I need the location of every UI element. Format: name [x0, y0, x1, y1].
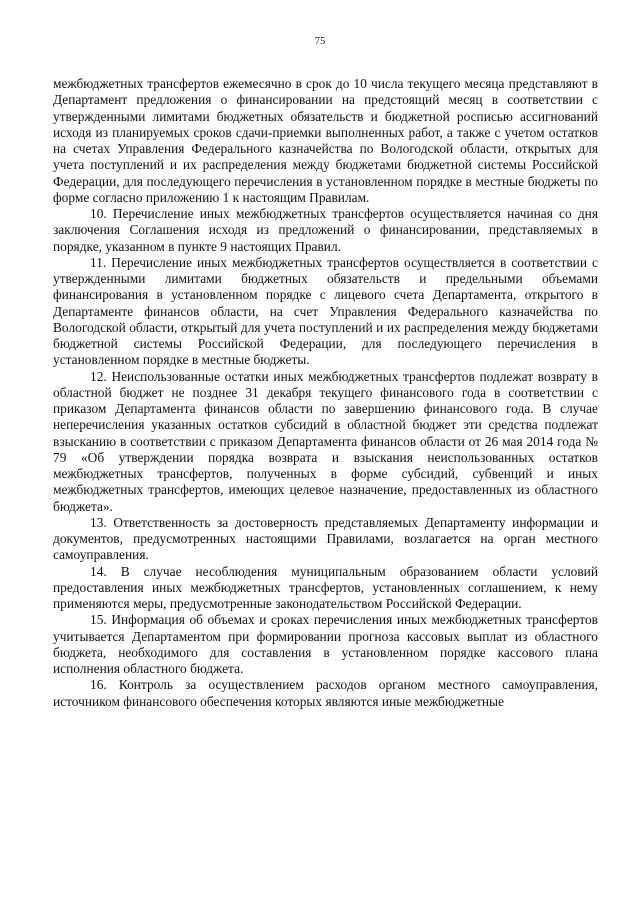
paragraph-item-12: 12. Неиспользованные остатки иных межбюджетных трансфертов подлежат возврату в областной бюджет не позднее 31 декабря текущего финансового года в соответствии с приказом Департамента финансов области по завершению финансового года. В случае неперечисления указанных остатков субсидий в областной бюджет эти средства подлежат взысканию в соответствии с приказом Департамента финансов области от 26 мая 2014 года № 79 «Об утверждении порядка возврата и взыскания неиспользованных остатков межбюджетных трансфертов, полученных в форме субсидий, субвенций и иных межбюджетных трансфертов, имеющих целевое назначение, предоставленных из областного бюджета».	[53, 368, 598, 514]
page-number: 75	[314, 36, 326, 47]
paragraph-continuation: межбюджетных трансфертов ежемесячно в срок до 10 числа текущего месяца представляют в Департамент предложения о финансировании на предстоящий месяц в соответствии с утвержденными лимитами бюджетных обязательств и бюджетной росписью ассигнований исходя из планируемых сроков сдачи-приемки выполненных работ, а также с учетом остатков на счетах Управления Федерального казначейства по Вологодской области, открытых для учета поступлений и их распределения между бюджетами бюджетной системы Российской Федерации, для последующего перечисления в установленном порядке в местные бюджеты по форме согласно приложению 1 к настоящим Правилам.	[53, 76, 598, 205]
document-body	[53, 76, 598, 710]
paragraph-item-11: 11. Перечисление иных межбюджетных трансфертов осуществляется в соответствии с утвержденными лимитами бюджетных обязательств и предельными объемами финансирования в установленном порядке с лицевого счета Департамента, открытого в Департаменте финансов области, на счет Управления Федерального казначейства по Вологодской области, открытый для учета поступлений и их распределения между бюджетами бюджетной системы Российской Федерации, для последующего перечисления в установленном порядке в местные бюджеты.	[53, 254, 598, 368]
paragraph-item-10: 10. Перечисление иных межбюджетных трансфертов осуществляется начиная со дня заключения Соглашения исходя из предложений о финансировании, представляемых в порядке, указанном в пункте 9 настоящих Правил.	[53, 206, 598, 254]
paragraph-item-13: 13. Ответственность за достоверность представляемых Департаменту информации и документов, предусмотренных настоящими Правилами, возлагается на орган местного самоуправления.	[53, 514, 598, 563]
paragraph-item-15: 15. Информация об объемах и сроках перечисления иных межбюджетных трансфертов учитывается Департаментом при формировании прогноза кассовых выплат из областного бюджета, необходимого для составления в установленном порядке кассового плана исполнения областного бюджета.	[53, 612, 598, 676]
paragraph-item-14: 14. В случае несоблюдения муниципальным образованием области условий предоставления иных межбюджетных трансфертов, установленных соглашением, к нему применяются меры, предусмотренные законодательством Российской Федерации.	[53, 563, 598, 611]
paragraph-item-16: 16. Контроль за осуществлением расходов органом местного самоуправления, источником финансового обеспечения которых являются иные межбюджетные	[53, 677, 598, 709]
